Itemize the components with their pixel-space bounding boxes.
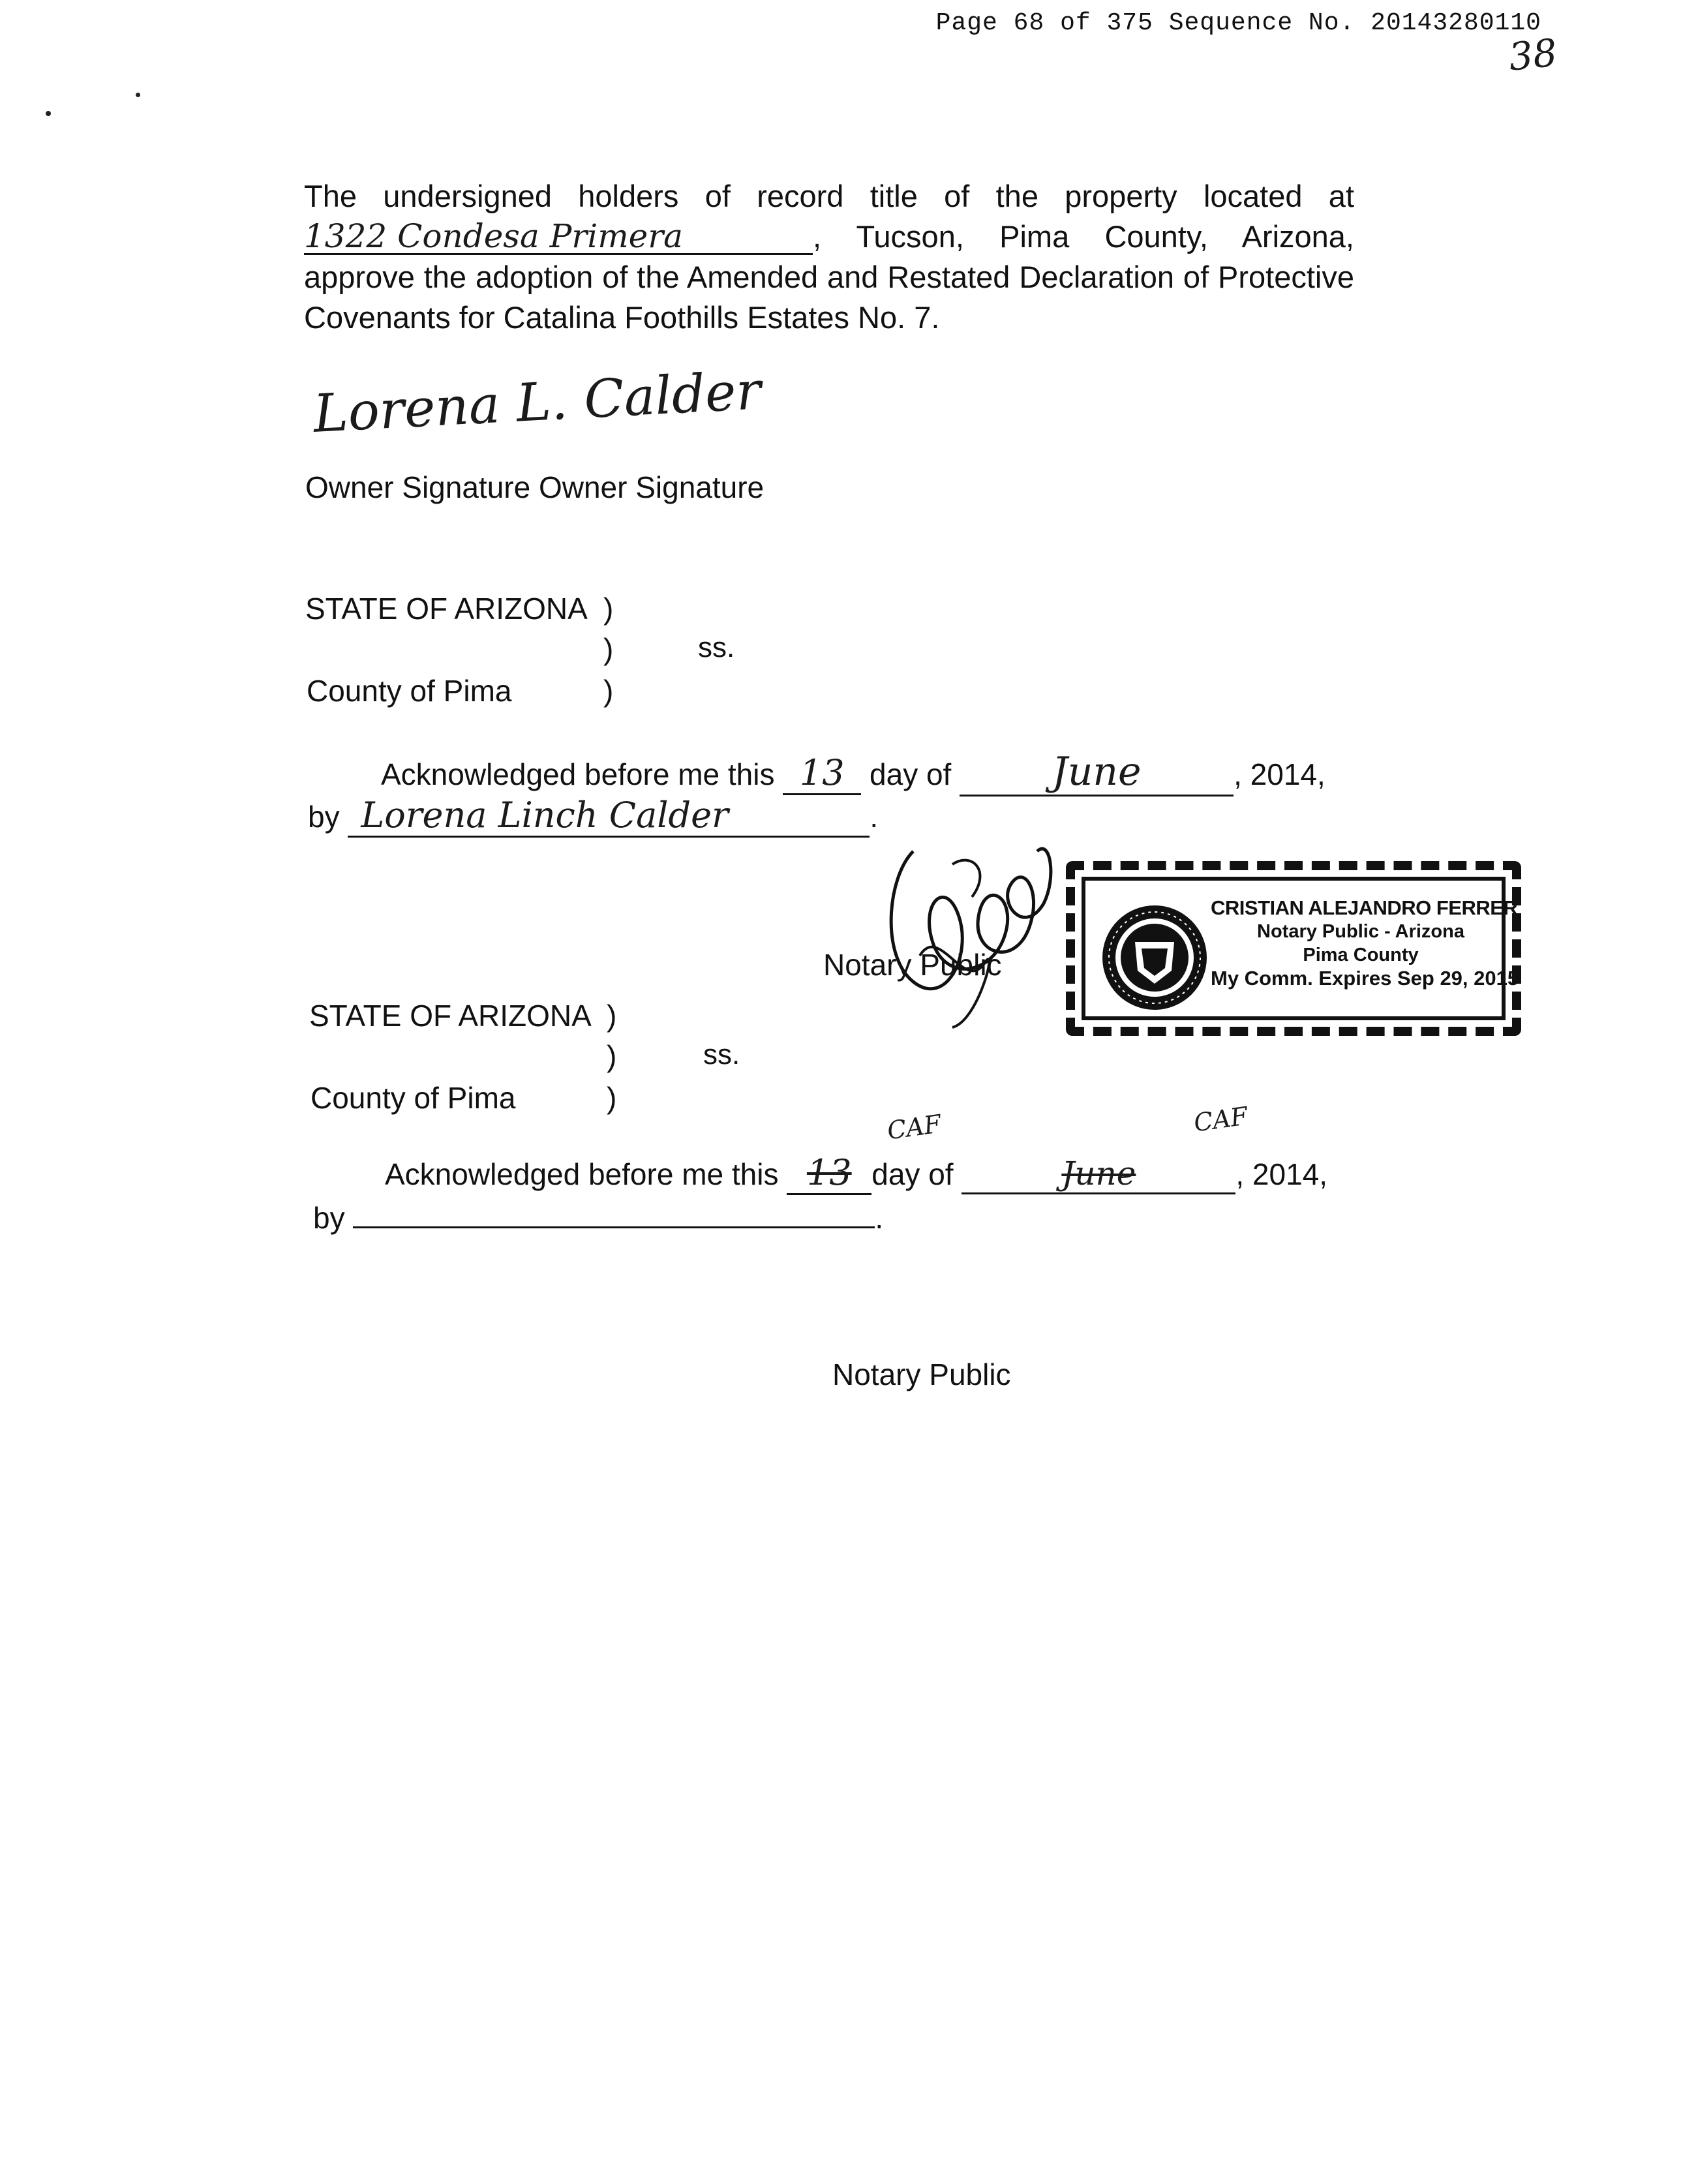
- address-handwritten: 1322 Condesa Primera: [304, 217, 683, 255]
- ack1-day-of: day of: [870, 757, 952, 791]
- ack2-by-line: [353, 1198, 875, 1228]
- ack2-day-line: [787, 1152, 871, 1195]
- scan-speck: [46, 111, 51, 116]
- ack1-by-row: [308, 795, 878, 838]
- stamp-expiration: My Comm. Expires Sep 29, 2015: [1211, 967, 1519, 990]
- ack1-by-label: by: [308, 800, 340, 834]
- ack1-year: , 2014,: [1234, 757, 1325, 791]
- ack2-by-label: by: [313, 1201, 345, 1235]
- ack1-by-name: Lorena Linch Calder: [361, 795, 729, 836]
- ack1-paren-2: ): [603, 632, 614, 666]
- ack2-paren-1: ): [607, 999, 617, 1033]
- ack2-day-struck: 13: [806, 1152, 852, 1193]
- ack2-month-struck: June: [1061, 1155, 1136, 1192]
- ack1-state: STATE OF ARIZONA: [305, 592, 588, 626]
- stamp-notary-name: CRISTIAN ALEJANDRO FERRER: [1211, 896, 1518, 919]
- ack2-by-period: .: [875, 1201, 884, 1235]
- ack1-month: June: [1052, 749, 1142, 795]
- notary-stamp-inner-border: [1082, 877, 1519, 1020]
- ack2-state: STATE OF ARIZONA: [309, 999, 592, 1033]
- notary-stamp-text: [1211, 896, 1519, 990]
- notary-signature-scribble: [874, 825, 1070, 1034]
- ack2-sentence: [385, 1152, 1327, 1195]
- ack1-month-line: [960, 749, 1234, 796]
- address-fill-line: [304, 217, 813, 255]
- ack2-day-of: day of: [871, 1157, 954, 1191]
- ack1-ss: ss.: [698, 631, 735, 663]
- declaration-text-after: , Tucson, Pima County, Arizona, approve the adoption of the Amended and Restated Declaration of Protective Covenants for Catalina Foothills Estates No. 7.: [304, 219, 1354, 335]
- owner-signature-label: Owner Signature Owner Signature: [305, 470, 765, 504]
- declaration-text-before: The undersigned holders of record title of the property located at: [304, 179, 1354, 213]
- ack2-ss: ss.: [703, 1039, 740, 1070]
- ack1-paren-1: ): [603, 592, 614, 626]
- state-seal-icon: [1100, 903, 1209, 1012]
- page-sequence-header: Page 68 of 375 Sequence No. 20143280110: [935, 9, 1541, 37]
- declaration-paragraph: [304, 176, 1354, 338]
- scan-speck: [136, 93, 140, 97]
- stamp-notary-title: Notary Public - Arizona: [1257, 921, 1464, 942]
- ack1-day: 13: [799, 752, 845, 793]
- ack1-sentence: [381, 749, 1325, 796]
- ack1-county: County of Pima: [307, 674, 512, 708]
- ack1-by-period: .: [870, 800, 879, 834]
- ack2-prefix: Acknowledged before me this: [385, 1157, 779, 1191]
- owner-signature-handwritten: Lorena L. Calder: [312, 360, 763, 444]
- ack1-prefix: Acknowledged before me this: [381, 757, 775, 791]
- ack1-paren-3: ): [603, 674, 614, 708]
- ack2-paren-2: ): [607, 1039, 617, 1073]
- ack2-month-initials: CAF: [1192, 1101, 1250, 1138]
- ack2-by-row: [313, 1198, 883, 1236]
- ack2-notary-label: Notary Public: [832, 1357, 1011, 1391]
- ack2-month-line: [962, 1155, 1235, 1194]
- ack2-year: , 2014,: [1235, 1157, 1328, 1191]
- ack1-by-line: [348, 795, 870, 838]
- ack2-paren-3: ): [607, 1081, 617, 1115]
- handwritten-page-mark: 38: [1506, 30, 1560, 80]
- ack2-county: County of Pima: [310, 1081, 516, 1115]
- notary-stamp: [1066, 861, 1521, 1036]
- ack2-day-initials: CAF: [885, 1109, 943, 1145]
- ack1-day-line: [783, 752, 861, 795]
- stamp-county: Pima County: [1303, 945, 1419, 965]
- ack1-notary-label: Notary Public: [823, 948, 1002, 982]
